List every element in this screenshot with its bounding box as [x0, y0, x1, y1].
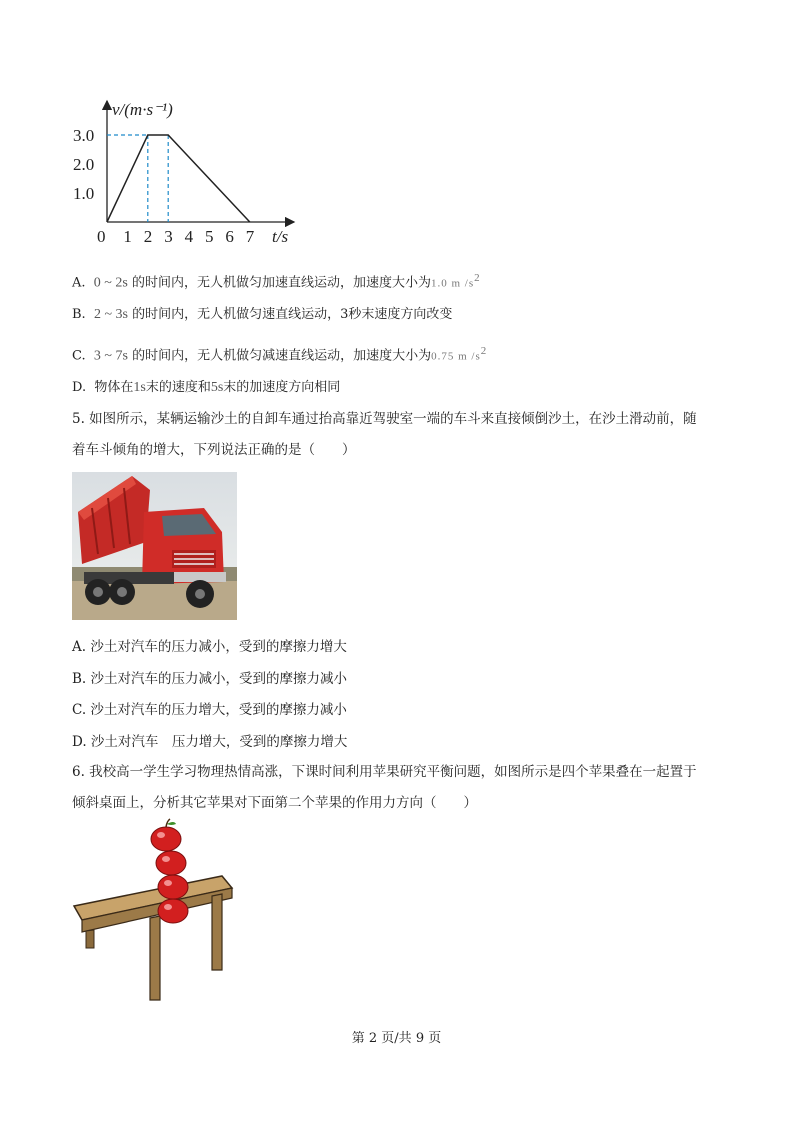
x-tick-label: 1 [123, 227, 132, 246]
q5-option-d: D. 沙土对汽车 压力增大，受到的摩擦力增大 [72, 734, 348, 750]
option-label: B. [72, 307, 86, 322]
q5-option-b: B. 沙土对汽车的压力减小，受到的摩擦力减小 [72, 671, 348, 687]
y-tick-label: 1.0 [73, 184, 95, 203]
option-text: 的时间内，无人机做匀速直线运动，3秒末速度方向改变 [132, 307, 453, 322]
option-label: A. [72, 275, 86, 291]
x-tick-label: 4 [184, 227, 194, 246]
apples-on-tilted-table-image [72, 818, 237, 1003]
x-tick-label: 2 [143, 227, 153, 246]
x-tick-label: 5 [205, 227, 214, 246]
unit-exponent: 2 [474, 272, 481, 284]
x-tick-label: 0 [97, 227, 106, 246]
q5-stem-line-2: 着车斗倾角的增大，下列说法正确的是（ ） [72, 442, 356, 458]
acceleration-value: 1.0 m /s [430, 277, 475, 290]
option-label: D. [72, 380, 87, 395]
y-tick-label: 2.0 [73, 155, 95, 174]
page-footer: 第 2 页/共 9 页 [351, 1031, 442, 1046]
x-tick-label: 7 [245, 227, 255, 246]
acceleration-value: 0.75 m /s [431, 350, 481, 363]
q5-option-c: C. 沙土对汽车的压力增大，受到的摩擦力减小 [72, 702, 347, 718]
time-interval: 3 ~ 7s [93, 348, 128, 364]
q6-stem-line-1: 6. 我校高一学生学习物理热情高涨，下课时间利用苹果研究平衡问题，如图所示是四个苹果叠在一起置于 [72, 764, 697, 780]
q4-option-a [72, 268, 481, 293]
option-text: 物体在 [94, 380, 134, 395]
y-axis-label: v/(m·s⁻¹) [112, 100, 173, 119]
option-text: 的时间内，无人机做匀减速直线运动，加速度大小为 [132, 348, 432, 364]
q6-stem-line-2: 倾斜桌面上，分析其它苹果对下面第二个苹果的作用力方向（ ） [72, 795, 477, 811]
unit-exponent: 2 [480, 345, 488, 357]
velocity-time-graph [72, 95, 302, 250]
option-text: 的时间内，无人机做匀加速直线运动，加速度大小为 [131, 275, 431, 291]
option-text: 末的速度和 [145, 380, 211, 395]
q5-option-a: A. 沙土对汽车的压力减小，受到的摩擦力增大 [72, 639, 347, 655]
x-tick-label: 3 [164, 227, 173, 246]
time-interval: 2 ~ 3s [93, 307, 128, 322]
time-interval: 0 ~ 2s [93, 275, 128, 291]
x-axis-label: t/s [272, 227, 289, 246]
y-tick-label: 3.0 [73, 126, 95, 145]
x-tick-label: 6 [225, 227, 234, 246]
time-value: 1s [133, 380, 146, 395]
q5-stem-line-1: 5. 如图所示，某辆运输沙土的自卸车通过抬高靠近驾驶室一端的车斗来直接倾倒沙土，在沙土滑动前，随 [72, 411, 697, 427]
option-label: C. [72, 348, 86, 364]
q4-option-c [72, 341, 487, 366]
q4-option-b [72, 305, 452, 325]
option-text: 末的加速度方向相同 [223, 380, 341, 395]
q4-option-d [72, 378, 340, 398]
time-value: 5s [210, 380, 224, 395]
velocity-series-line [107, 135, 250, 222]
dump-truck-image [72, 472, 237, 620]
